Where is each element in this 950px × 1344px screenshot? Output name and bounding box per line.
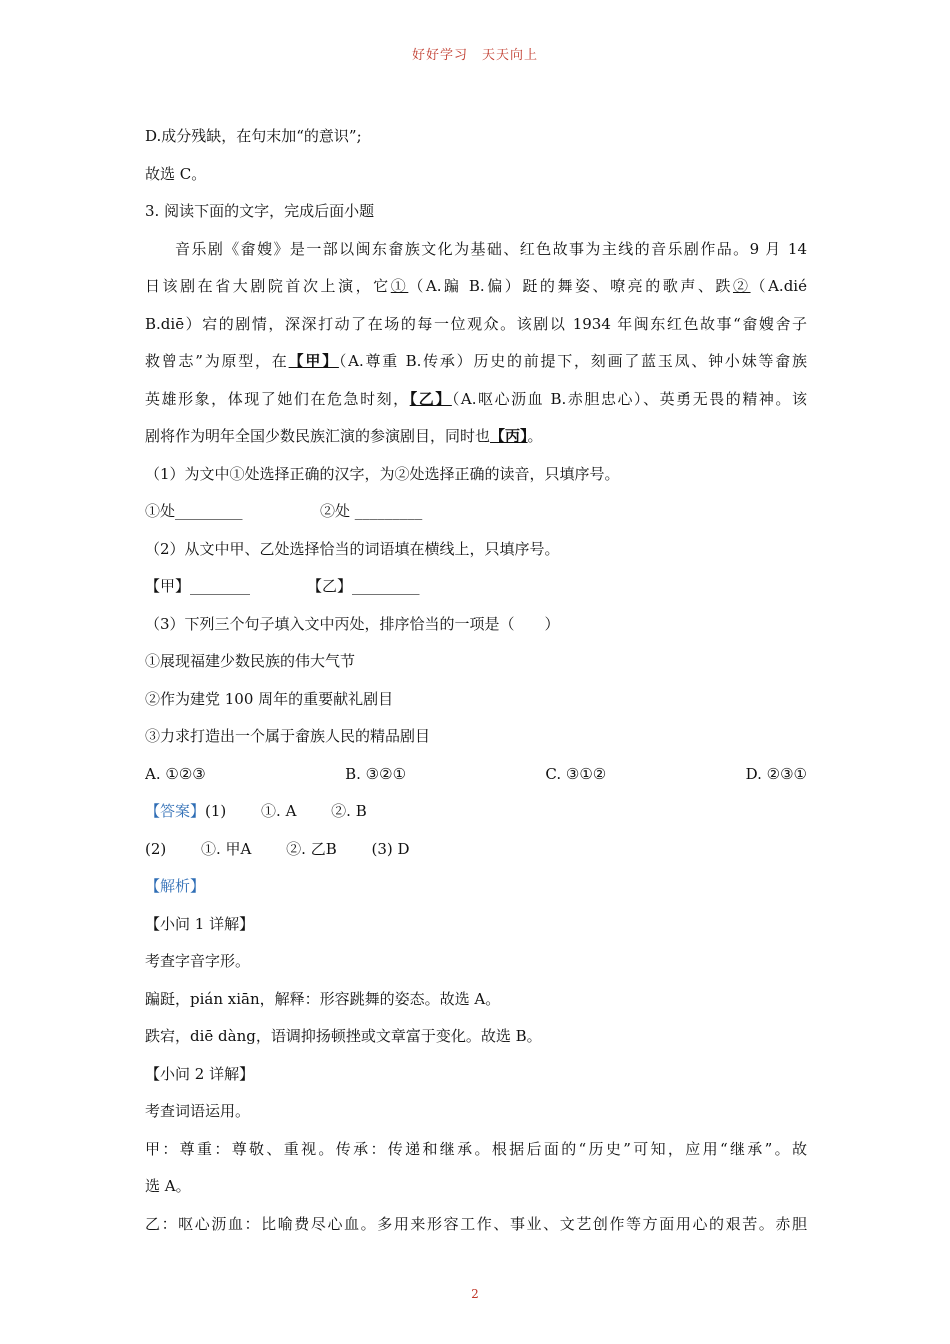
blank-marker-yi: 【乙】 [409, 389, 452, 408]
blank-marker-jia: 【甲】 [288, 352, 339, 370]
sub-question-3: （3）下列三个句子填入文中丙处，排序恰当的一项是（ ） [145, 614, 560, 633]
passage-text: 。 [527, 427, 543, 445]
passage-text: 剧将作为明年全国少数民族汇演的参演剧目，同时也 [145, 427, 491, 445]
blank-2: ②处 _________ [320, 502, 423, 520]
answer-blanks-1 [145, 493, 807, 531]
passage-line: B.diē）宕的剧情，深深打动了在场的每一位观众。该剧以 1934 年闽东红色故事“畲嫂舍子 [145, 314, 807, 333]
text-line: 故选 C。 [145, 164, 207, 183]
option-d: D. ②③① [745, 764, 807, 783]
explanation-line: 跌宕，diē dàng，语调抑扬顿挫或文章富于变化。故选 B。 [145, 1027, 542, 1045]
passage-line [145, 268, 807, 306]
blank-yi: 【乙】_________ [307, 577, 420, 595]
blank-jia: 【甲】________ [145, 577, 251, 595]
sentence-option: ③力求打造出一个属于畲族人民的精品剧目 [145, 727, 431, 745]
sentence-option: ②作为建党 100 周年的重要献礼剧目 [145, 689, 394, 708]
blank-marker-2: ② [732, 277, 751, 295]
analysis-label: 【解析】 [145, 877, 206, 895]
blank-marker-bing: 【丙】 [490, 427, 528, 445]
sub-question-1: （1）为文中①处选择正确的汉字，为②处选择正确的读音，只填序号。 [145, 464, 620, 483]
passage-text: 救曾志”为原型，在 [145, 352, 289, 370]
explanation-line: 考查词语运用。 [145, 1102, 251, 1120]
answer-line: (2) ①. 甲A ②. 乙B (3) D [145, 839, 410, 858]
option-a: A. ①②③ [145, 764, 206, 783]
passage-line [145, 343, 807, 381]
passage-text: 日该剧在省大剧院首次上演，它 [145, 277, 391, 295]
passage-text: （A.尊重 B.传承）历史的前提下，刻画了蓝玉凤、钟小妹等畲族 [338, 352, 807, 370]
sub-heading: 【小问 2 详解】 [145, 1064, 255, 1083]
explanation-line: 选 A。 [145, 1177, 191, 1195]
explanation-line: 考查字音字形。 [145, 952, 251, 970]
answer-label: 【答案】 [145, 802, 206, 820]
answer-text: (1) ①. A ②. B [205, 802, 367, 820]
passage-line [145, 418, 807, 456]
sentence-option: ①展现福建少数民族的伟大气节 [145, 652, 356, 670]
explanation-line: 乙：呕心沥血：比喻费尽心血。多用来形容工作、事业、文艺创作等方面用心的艰苦。赤胆 [145, 1214, 807, 1233]
passage-text: （A.蹁 B.偏）跹的舞姿、嘹亮的歌声、跌 [408, 277, 733, 295]
choice-options [145, 756, 807, 794]
passage-line [145, 381, 807, 419]
text-line: D.成分残缺，在句末加“的意识”; [145, 127, 362, 145]
passage-text: 英雄形象，体现了她们在危急时刻， [145, 389, 410, 408]
page-header: 好好学习 天天向上 [411, 48, 538, 63]
passage-text: （A.呕心沥血 B.赤胆忠心）、英勇无畏的精神。该 [451, 389, 807, 408]
blank-marker-1: ① [390, 277, 409, 295]
option-b: B. ③②① [345, 764, 407, 783]
page-number: 2 [471, 1287, 479, 1301]
answer-blanks-2 [145, 568, 807, 606]
document-body [145, 118, 807, 1243]
option-c: C. ③①② [545, 764, 607, 783]
question-heading: 3. 阅读下面的文字，完成后面小题 [145, 202, 375, 220]
passage-text: （A.dié [750, 277, 807, 295]
blank-1: ①处_________ [145, 502, 243, 520]
answer-line [145, 793, 807, 831]
explanation-line: 甲：尊重：尊敬、重视。传承：传递和继承。根据后面的“历史”可知，应用“继承”。故 [145, 1139, 807, 1158]
sub-question-2: （2）从文中甲、乙处选择恰当的词语填在横线上，只填序号。 [145, 539, 560, 558]
sub-heading: 【小问 1 详解】 [145, 914, 255, 933]
passage-line: 音乐剧《畲嫂》是一部以闽东畲族文化为基础、红色故事为主线的音乐剧作品。9 月 14 [175, 239, 807, 258]
explanation-line: 蹁跹，pián xiān，解释：形容跳舞的姿态。故选 A。 [145, 989, 501, 1008]
